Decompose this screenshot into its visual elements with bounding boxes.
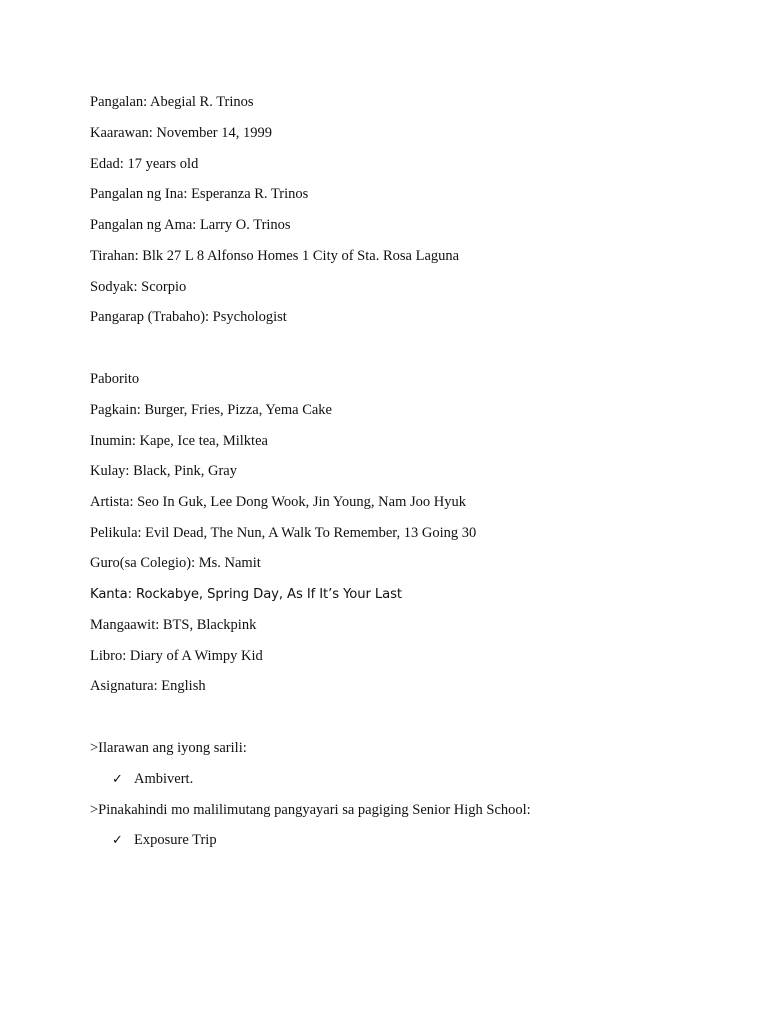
question-describe-self: >Ilarawan ang iyong sarili:	[90, 740, 247, 756]
answer-text: Exposure Trip	[134, 832, 217, 848]
favorite-food: Pagkain: Burger, Fries, Pizza, Yema Cake	[90, 402, 332, 418]
field-dream-job: Pangarap (Trabaho): Psychologist	[90, 309, 287, 325]
question-memorable-event: >Pinakahindi mo malilimutang pangyayari sa pagiging Senior High School:	[90, 802, 531, 818]
field-zodiac: Sodyak: Scorpio	[90, 279, 187, 295]
favorite-singer: Mangaawit: BTS, Blackpink	[90, 617, 257, 633]
favorite-color: Kulay: Black, Pink, Gray	[90, 463, 237, 479]
field-birthday: Kaarawan: November 14, 1999	[90, 125, 272, 141]
favorite-song: Kanta: Rockabye, Spring Day, As If It’s Your Last	[90, 587, 402, 602]
favorite-drink: Inumin: Kape, Ice tea, Milktea	[90, 433, 268, 449]
favorite-book: Libro: Diary of A Wimpy Kid	[90, 648, 263, 664]
check-icon: ✓	[112, 833, 123, 848]
answer-describe-self	[112, 770, 193, 789]
favorite-subject: Asignatura: English	[90, 678, 206, 694]
answer-text: Ambivert.	[134, 771, 194, 787]
favorite-actor: Artista: Seo In Guk, Lee Dong Wook, Jin Young, Nam Joo Hyuk	[90, 494, 466, 510]
field-name: Pangalan: Abegial R. Trinos	[90, 94, 254, 110]
favorite-movie: Pelikula: Evil Dead, The Nun, A Walk To Remember, 13 Going 30	[90, 525, 477, 541]
field-age: Edad: 17 years old	[90, 156, 199, 172]
favorites-heading: Paborito	[90, 371, 140, 387]
answer-memorable-event	[112, 831, 217, 850]
check-icon: ✓	[112, 772, 123, 787]
field-mother-name: Pangalan ng Ina: Esperanza R. Trinos	[90, 186, 309, 202]
favorite-teacher: Guro(sa Colegio): Ms. Namit	[90, 555, 261, 571]
field-address: Tirahan: Blk 27 L 8 Alfonso Homes 1 City of Sta. Rosa Laguna	[90, 248, 460, 264]
field-father-name: Pangalan ng Ama: Larry O. Trinos	[90, 217, 291, 233]
